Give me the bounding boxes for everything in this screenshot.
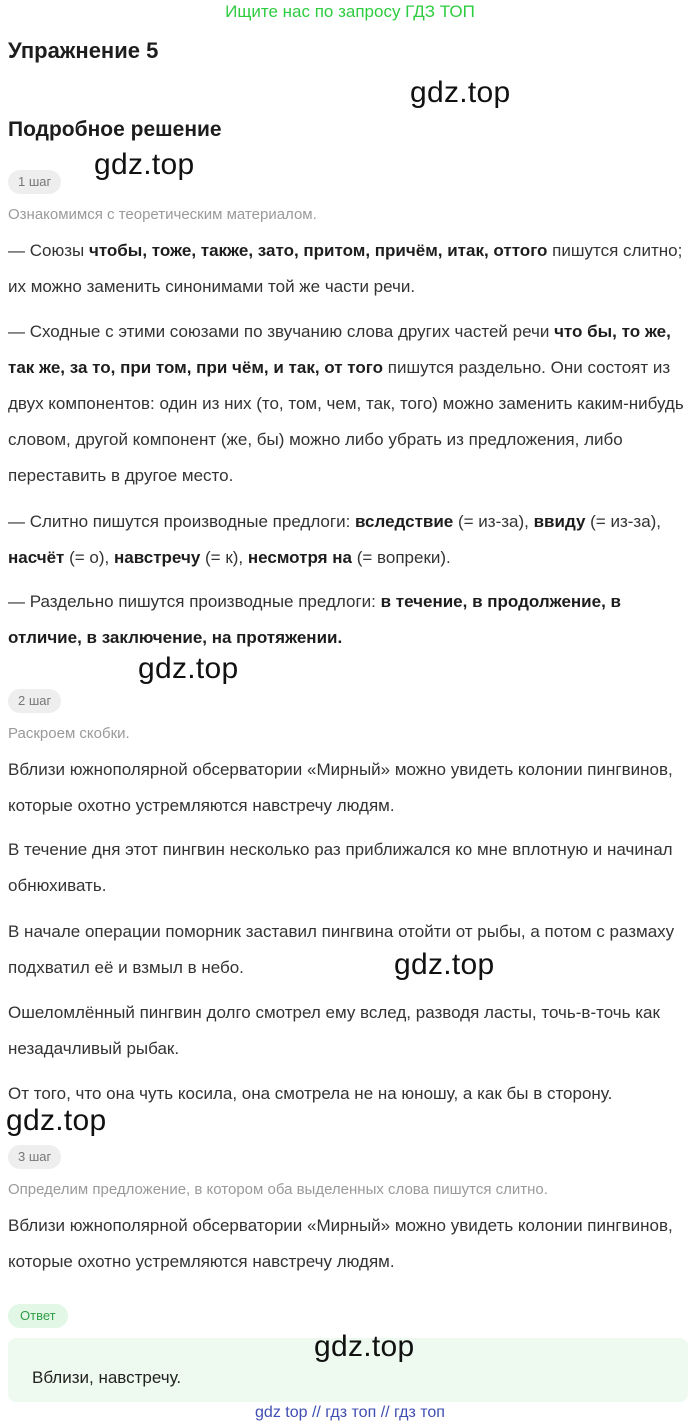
watermark: gdz.top [6, 1104, 107, 1137]
step-intro: Определим предложение, в котором оба выделенных слова пишутся слитно. [8, 1181, 548, 1198]
paragraph: В начале операции поморник заставил пингвина отойти от рыбы, а потом с размаху подхватил её и взмыл в небо. [8, 922, 675, 977]
watermark: gdz.top [394, 948, 495, 981]
watermark: gdz.top [410, 76, 511, 109]
step-badge: 3 шаг [8, 1145, 61, 1169]
watermark: gdz.top [138, 652, 239, 685]
answer-text: Вблизи, навстречу. [32, 1368, 182, 1387]
paragraph: Вблизи южнополярной обсерватории «Мирный» можно увидеть колонии пингвинов, которые охотно устремляются навстречу людям. [8, 1216, 673, 1271]
watermark: gdz.top [94, 148, 195, 181]
section-title: Подробное решение [8, 118, 222, 141]
paragraph: — Слитно пишутся производные предлоги: вследствие (= из-за), ввиду (= из-за), насчёт (= о), навстречу (= к), несмотря на (= вопреки). [8, 512, 662, 567]
watermark: gdz.top [314, 1330, 415, 1363]
page-title: Упражнение 5 [8, 38, 159, 63]
paragraph: Вблизи южнополярной обсерватории «Мирный» можно увидеть колонии пингвинов, которые охотно устремляются навстречу людям. [8, 760, 673, 815]
footer-links[interactable]: gdz top // гдз топ // гдз топ [255, 1404, 445, 1421]
promo-banner: Ищите нас по запросу ГДЗ ТОП [225, 2, 475, 21]
step-intro: Раскроем скобки. [8, 725, 130, 742]
paragraph: — Союзы чтобы, тоже, также, зато, притом, причём, итак, оттого пишутся слитно; их можно заменить синонимами той же части речи. [8, 241, 683, 296]
step-intro: Ознакомимся с теоретическим материалом. [8, 206, 317, 223]
paragraph: В течение дня этот пингвин несколько раз приближался ко мне вплотную и начинал обнюхивать. [8, 840, 673, 895]
step-badge: 1 шаг [8, 170, 61, 194]
step-badge: 2 шаг [8, 689, 61, 713]
paragraph: — Раздельно пишутся производные предлоги: в течение, в продолжение, в отличие, в заключение, на протяжении. [8, 592, 621, 647]
paragraph: От того, что она чуть косила, она смотрела не на юношу, а как бы в сторону. [8, 1084, 613, 1103]
paragraph: Ошеломлённый пингвин долго смотрел ему вслед, разводя ласты, точь-в-точь как незадачливый рыбак. [8, 1003, 660, 1058]
answer-badge: Ответ [8, 1304, 68, 1328]
paragraph: — Сходные с этими союзами по звучанию слова других частей речи что бы, то же, так же, за то, при том, при чём, и так, от того пишутся раздельно. Они состоят из двух компонентов: один из них (то, том, чем, так, того) можно заменить каким-нибудь словом, другой компонент (же, бы) можно либо убрать из предложения, либо переставить в другое место. [8, 322, 684, 485]
